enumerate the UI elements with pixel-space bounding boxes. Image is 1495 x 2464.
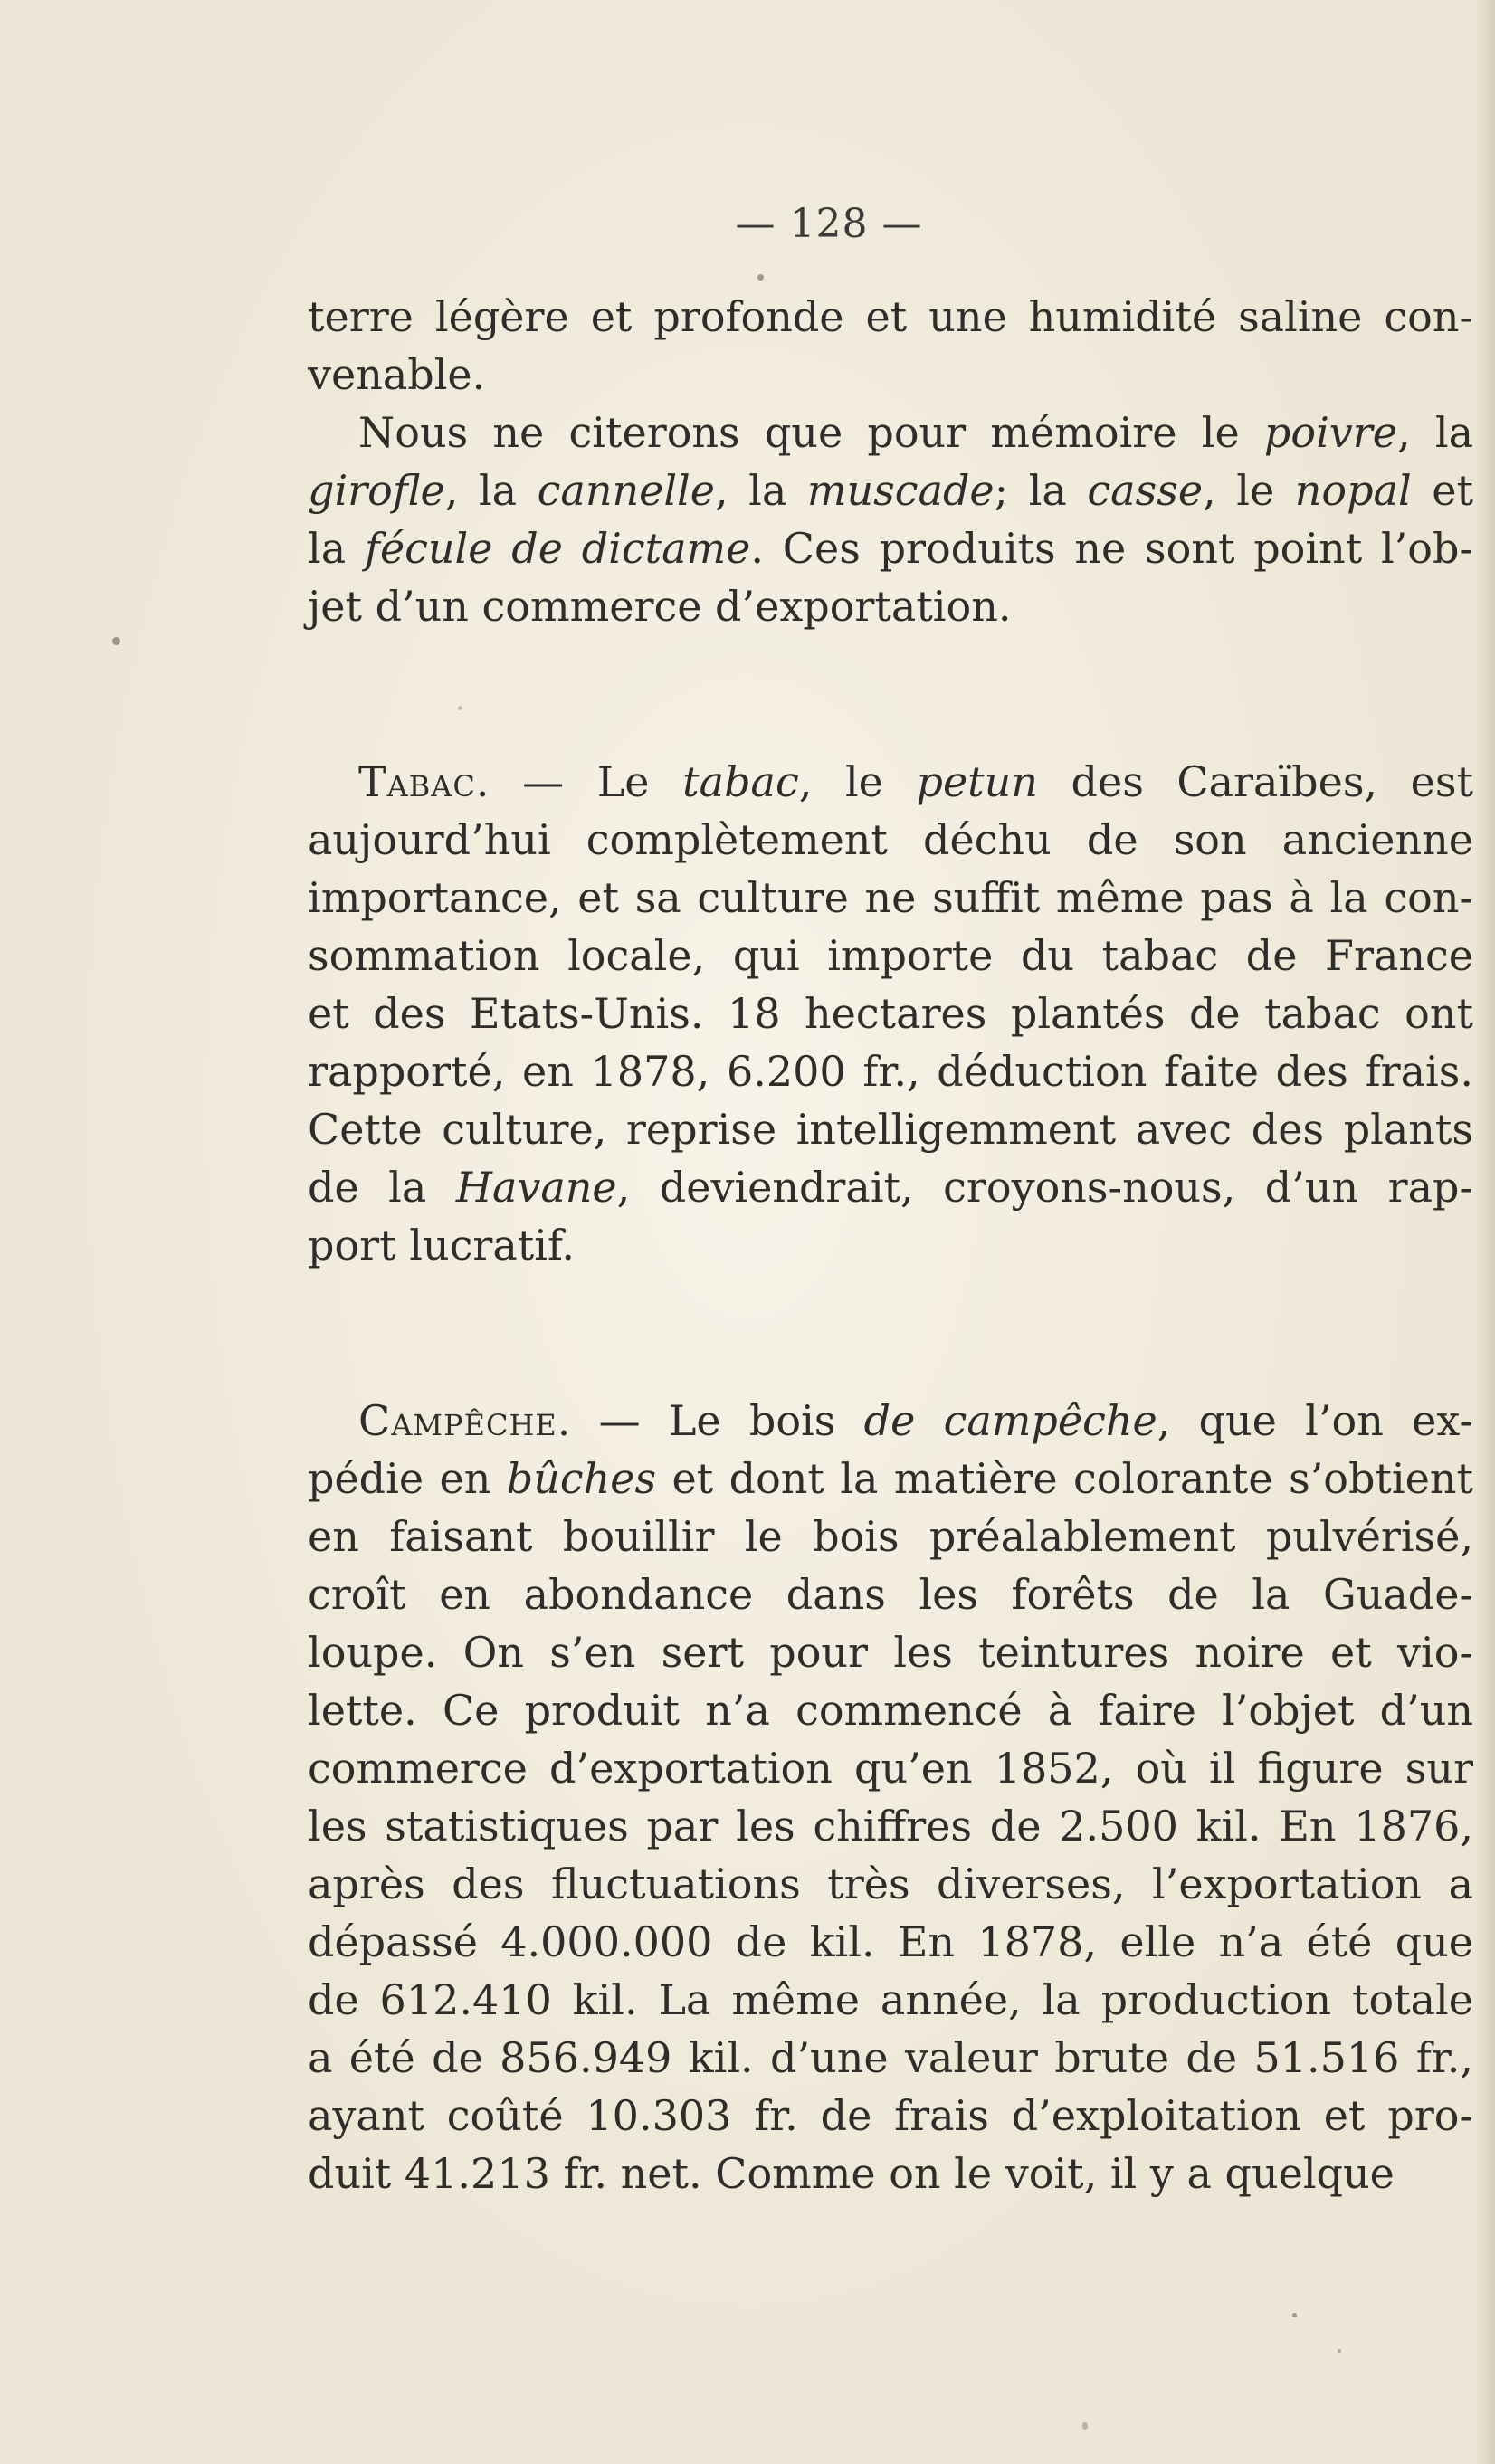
text-line: lette. Ce produit n’a commencé à faire l’objet d’un <box>308 1686 1473 1735</box>
text-line: a été de 856.949 kil. d’une valeur brute de 51.516 fr., <box>308 2033 1473 2082</box>
paper-speck <box>112 637 120 645</box>
text-line: de 612.410 kil. La même année, la production totale <box>308 1975 1473 2024</box>
text-line: et des Etats-Unis. 18 hectares plantés de tabac ont <box>308 989 1473 1038</box>
text-line: après des fluctuations très diverses, l’exportation a <box>308 1860 1473 1908</box>
text-line: duit 41.213 fr. net. Comme on le voit, il y a quelque <box>308 2149 1395 2198</box>
text-line: girofle, la cannelle, la muscade; la casse, le nopal et <box>308 466 1473 515</box>
paragraph-continuation <box>308 288 1473 404</box>
italic-term: poivre <box>1263 408 1397 457</box>
text-line: Nous ne citerons que pour mémoire le poivre, la <box>358 408 1473 457</box>
text-line: Tabac. — Le tabac, le petun des Caraïbes, est <box>358 757 1473 806</box>
text-line: les statistiques par les chiffres de 2.500 kil. En 1876, <box>308 1802 1473 1850</box>
text-line: la fécule de dictame. Ces produits ne sont point l’ob- <box>308 524 1473 573</box>
italic-term: de campêche <box>863 1396 1157 1445</box>
text-line: pédie en bûches et dont la matière colorante s’obtient <box>308 1454 1473 1503</box>
text-line: ayant coûté 10.303 fr. de frais d’exploitation et pro- <box>308 2091 1473 2140</box>
paper-speck <box>1292 2313 1297 2317</box>
text-line: sommation locale, qui importe du tabac de France <box>308 931 1473 980</box>
text-line: de la Havane, deviendrait, croyons-nous, d’un rap- <box>308 1163 1473 1212</box>
text-line: terre légère et profonde et une humidité saline con- <box>308 292 1473 341</box>
text-line: port lucratif. <box>308 1221 575 1270</box>
text-line: commerce d’exportation qu’en 1852, où il figure sur <box>308 1744 1473 1793</box>
text-line: venable. <box>308 350 486 399</box>
text-line: aujourd’hui complètement déchu de son ancienne <box>308 815 1473 864</box>
text-line: jet d’un commerce d’exportation. <box>308 582 1012 631</box>
text-line: Campêche. — Le bois de campêche, que l’on ex- <box>358 1396 1473 1445</box>
italic-term: fécule de dictame <box>364 524 751 573</box>
page-edge-shadow <box>1475 0 1495 2464</box>
italic-term: tabac <box>682 757 799 806</box>
paragraph-spices <box>308 404 1473 635</box>
paragraph-tabac <box>308 753 1473 1274</box>
italic-term: casse <box>1087 466 1204 515</box>
paragraph-campeche <box>308 1392 1473 2202</box>
italic-term: bûches <box>506 1454 657 1503</box>
paragraph-gap <box>308 635 1473 753</box>
text-line: en faisant bouillir le bois préalablement pulvérisé, <box>308 1512 1473 1561</box>
italic-term: girofle <box>308 466 445 515</box>
text-line: Cette culture, reprise intelligemment avec des plants <box>308 1105 1473 1154</box>
italic-term: Havane <box>455 1163 617 1212</box>
paragraph-gap <box>308 1274 1473 1392</box>
italic-term: nopal <box>1294 466 1412 515</box>
text-line: dépassé 4.000.000 de kil. En 1878, elle n’a été que <box>308 1917 1473 1966</box>
body-text <box>308 288 1473 2202</box>
italic-term: cannelle <box>537 466 715 515</box>
text-line: croît en abondance dans les forêts de la Guade- <box>308 1570 1473 1619</box>
italic-term: petun <box>916 757 1038 806</box>
text-line: rapporté, en 1878, 6.200 fr., déduction faite des frais. <box>308 1047 1473 1096</box>
page-number: — 128 — <box>735 201 923 247</box>
section-heading: Tabac <box>358 757 476 806</box>
italic-term: muscade <box>806 466 995 515</box>
paper-speck <box>757 274 764 281</box>
paper-speck <box>1082 2422 1088 2430</box>
paper-speck <box>1338 2349 1341 2353</box>
text-line: loupe. On s’en sert pour les teintures noire et vio- <box>308 1628 1473 1677</box>
section-heading: Campêche <box>358 1396 557 1445</box>
text-line: importance, et sa culture ne suffit même pas à la con- <box>308 873 1473 922</box>
